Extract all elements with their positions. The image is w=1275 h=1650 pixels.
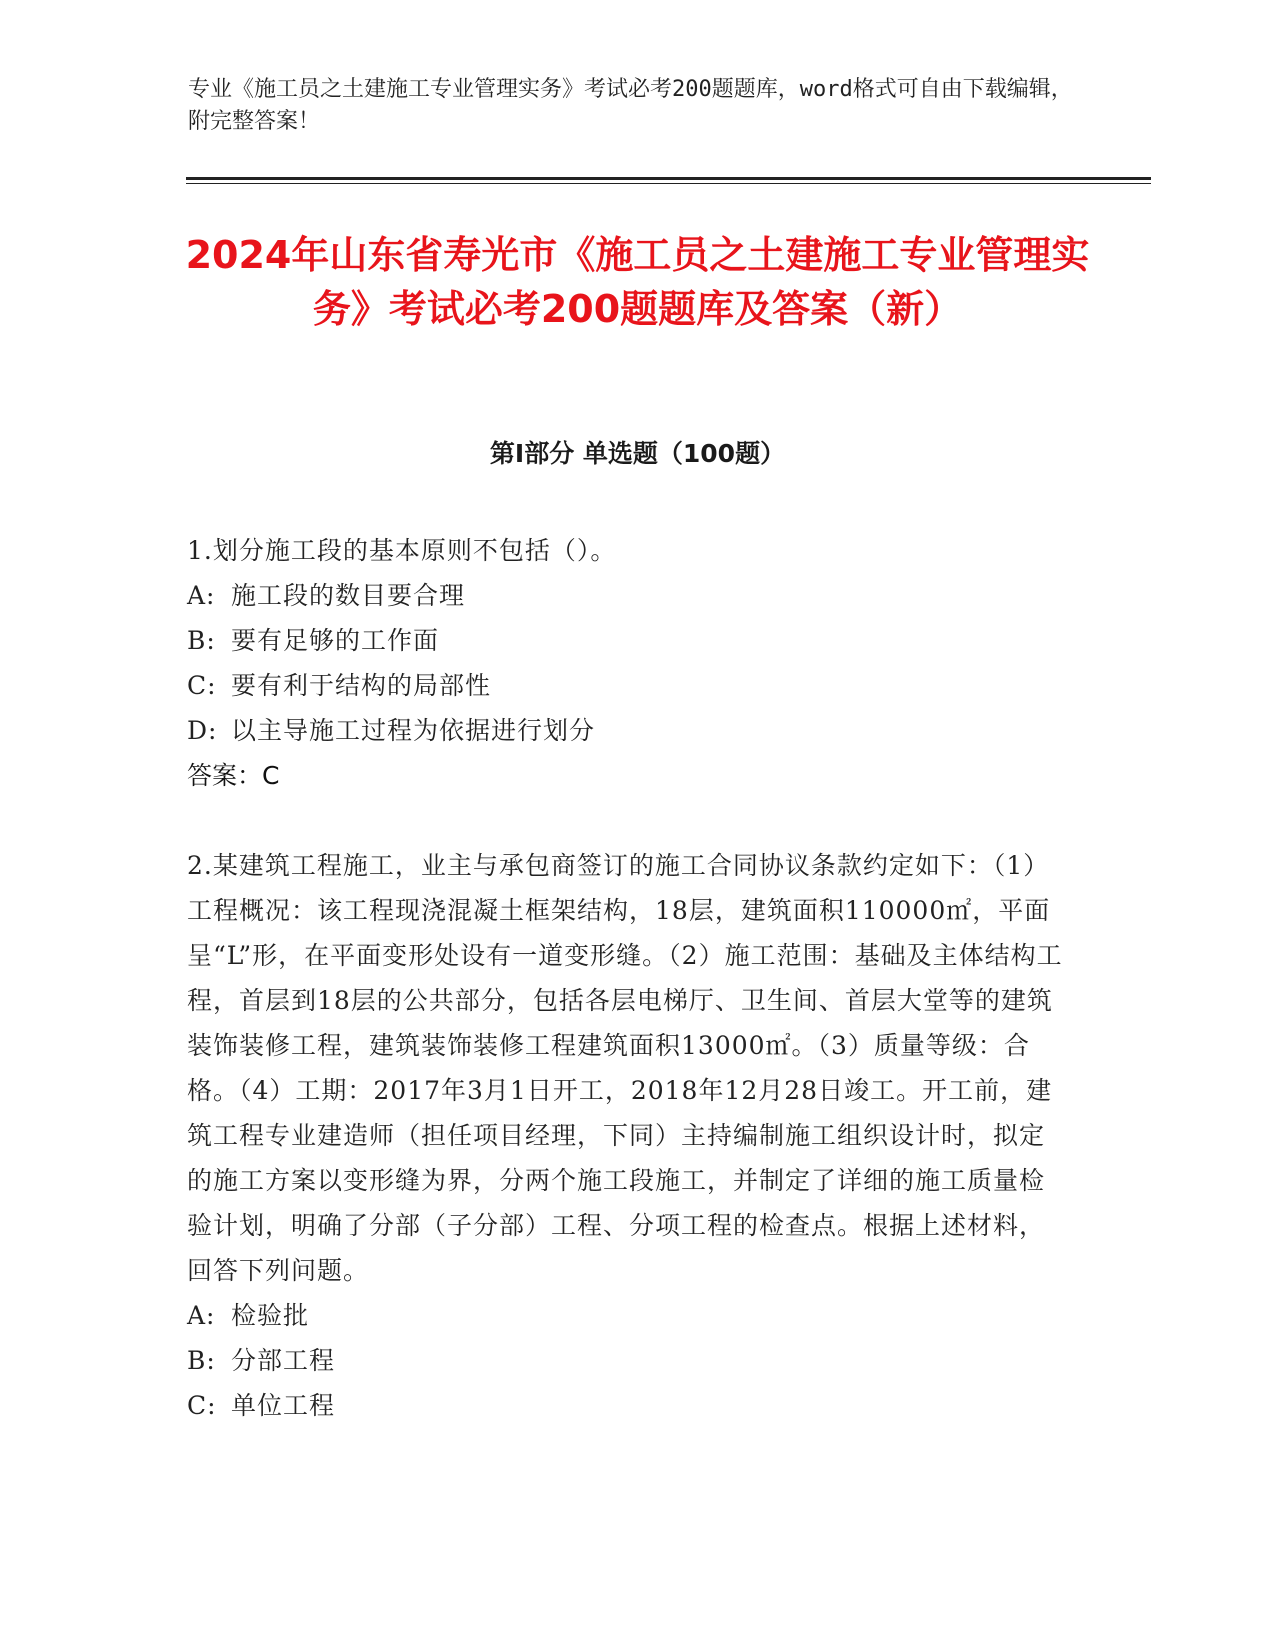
option-text: 单位工程 <box>231 1391 336 1420</box>
header-divider-thick <box>186 177 1151 180</box>
option-text: 以主导施工过程为依据进行划分 <box>231 716 596 745</box>
option-key: A: <box>187 581 216 610</box>
option-text: 要有足够的工作面 <box>231 626 440 655</box>
option-key: C: <box>187 671 217 700</box>
question-1 <box>187 528 1067 798</box>
header-divider-thin <box>186 183 1151 184</box>
option-key: D: <box>187 716 218 745</box>
option-key: B: <box>187 1346 216 1375</box>
header-note: 专业《施工员之土建施工专业管理实务》考试必考200题题库，word格式可自由下载编辑，附完整答案！ <box>188 77 1073 134</box>
option-text: 分部工程 <box>231 1346 336 1375</box>
option-key: B: <box>187 626 216 655</box>
question-stem: 1.划分施工段的基本原则不包括（）。 <box>187 536 617 565</box>
option-a <box>187 1293 1067 1338</box>
option-b <box>187 1338 1067 1383</box>
section-heading: 第Ⅰ部分 单选题（100题） <box>489 439 786 468</box>
question-stem: 2.某建筑工程施工，业主与承包商签订的施工合同协议条款约定如下：（1）工程概况：该工程现浇混凝土框架结构，18层，建筑面积110000㎡，平面呈“L”形，在平面变形处设有一道变形缝。（2）施工范围：基础及主体结构工程，首层到18层的公共部分，包括各层电梯厅、卫生间、首层大堂等的建筑装饰装修工程，建筑装饰装修工程建筑面积13000㎡。（3）质量等级：合格。（4）工期：2017年3月1日开工，2018年12月28日竣工。开工前，建筑工程专业建造师（担任项目经理，下同）主持编制施工组织设计时，拟定的施工方案以变形缝为界，分两个施工段施工，并制定了详细的施工质量检验计划，明确了分部（子分部）工程、分项工程的检查点。根据上述材料，回答下列问题。 <box>187 851 1063 1285</box>
question-2 <box>187 843 1067 1428</box>
document-title: 2024年山东省寿光市《施工员之土建施工专业管理实务》考试必考200题题库及答案（新） <box>185 233 1090 331</box>
option-c <box>187 663 1067 708</box>
option-key: C: <box>187 1391 217 1420</box>
option-text: 要有利于结构的局部性 <box>231 671 492 700</box>
answer-line: 答案：C <box>187 761 280 790</box>
option-d <box>187 708 1067 753</box>
option-text: 施工段的数目要合理 <box>231 581 466 610</box>
option-text: 检验批 <box>231 1301 310 1330</box>
option-b <box>187 618 1067 663</box>
option-c <box>187 1383 1067 1428</box>
option-a <box>187 573 1067 618</box>
option-key: A: <box>187 1301 216 1330</box>
